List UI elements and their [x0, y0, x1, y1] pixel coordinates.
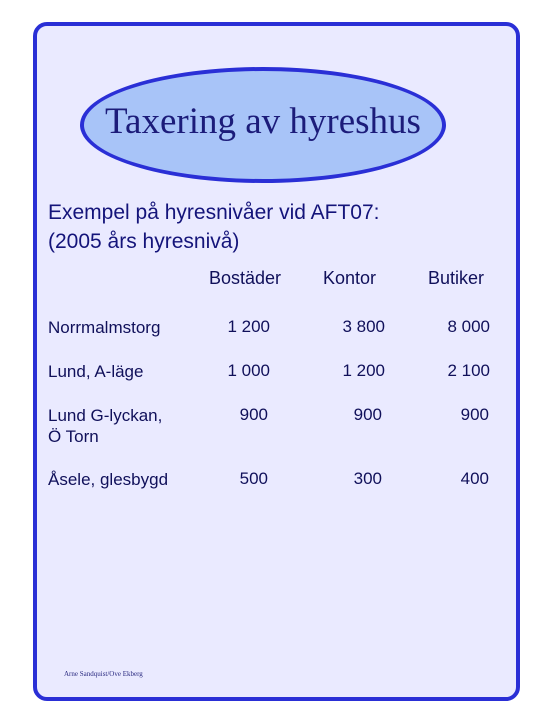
row-label-lund-g-lyckan [48, 405, 162, 447]
header-butiker: Butiker [428, 268, 485, 288]
cell-r4-butiker: 400 [460, 469, 489, 488]
subtitle [48, 198, 380, 256]
cell-r1-butiker: 8 000 [447, 317, 490, 336]
row-label-norrmalmstorg: Norrmalmstorg [48, 318, 161, 337]
cell-r2-kontor: 1 200 [342, 361, 385, 380]
row-label-asele-glesbygd: Åsele, glesbygd [48, 470, 169, 489]
subtitle-line-2: (2005 års hyresnivå) [48, 230, 240, 253]
row-label-line-1: Lund G-lyckan, [48, 406, 163, 425]
cell-r3-butiker: 900 [460, 405, 489, 424]
cell-r2-butiker: 2 100 [447, 361, 490, 380]
cell-r4-bostader: 500 [239, 469, 268, 488]
header-bostader: Bostäder [209, 268, 282, 288]
cell-r1-bostader: 1 200 [227, 317, 270, 336]
cell-r3-kontor: 900 [353, 405, 382, 424]
cell-r2-bostader: 1 000 [227, 361, 270, 380]
footer-author: Arne Sandquist/Ove Ekberg [64, 670, 143, 678]
cell-r1-kontor: 3 800 [342, 317, 385, 336]
cell-r4-kontor: 300 [353, 469, 382, 488]
slide-title: Taxering av hyreshus [105, 101, 421, 142]
row-label-line-2: Ö Torn [48, 427, 99, 446]
cell-r3-bostader: 900 [239, 405, 268, 424]
header-kontor: Kontor [323, 268, 377, 288]
row-label-lund-a-lage: Lund, A-läge [48, 362, 144, 381]
subtitle-line-1: Exempel på hyresnivåer vid AFT07: [48, 201, 380, 224]
